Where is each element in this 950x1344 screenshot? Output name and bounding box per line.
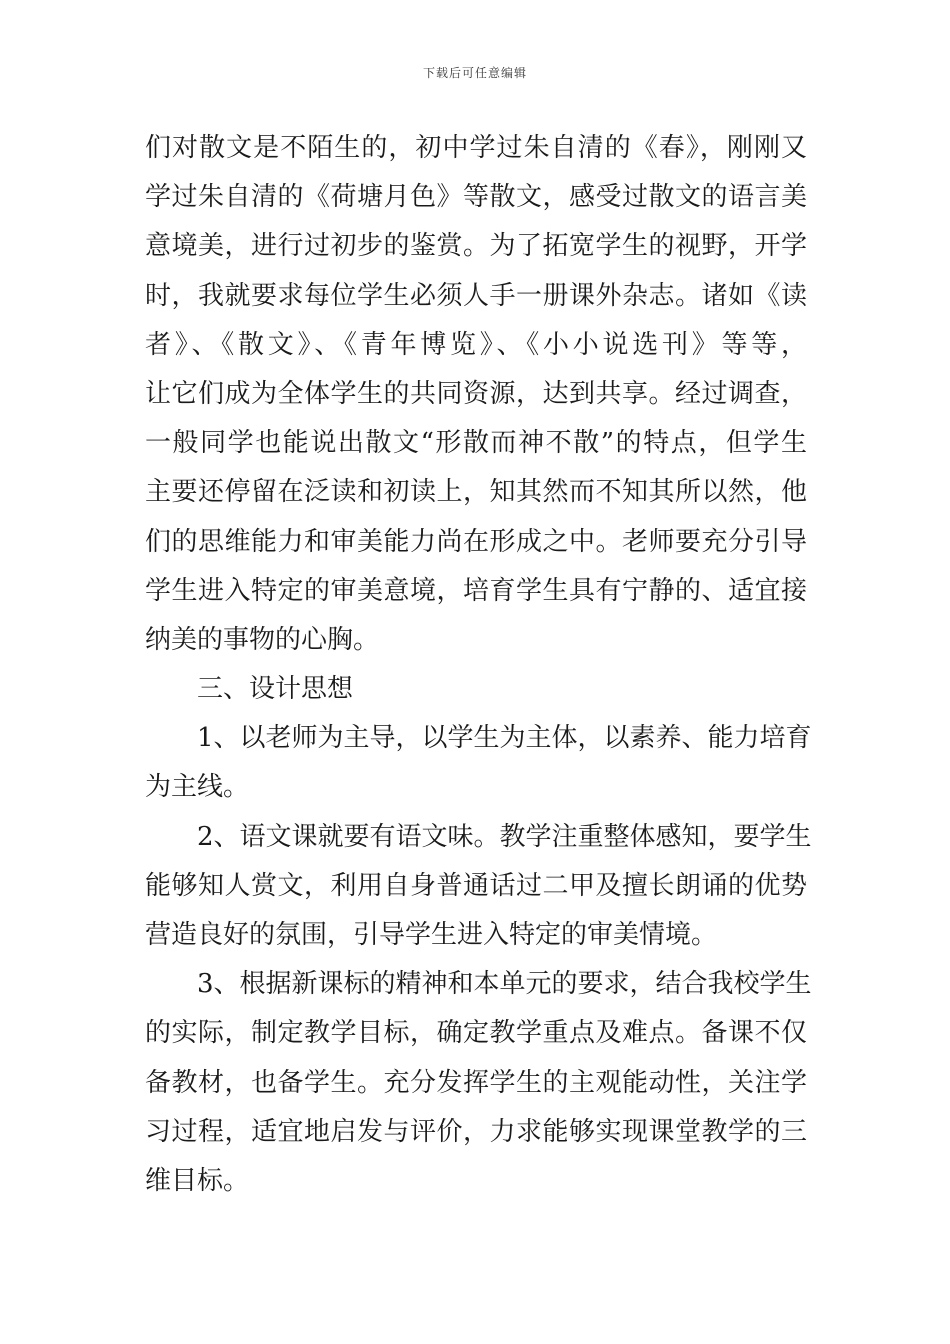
text-line: 学过朱自清的《荷塘月色》等散文，感受过散文的语言美 xyxy=(145,182,807,213)
text-line: 备教材，也备学生。充分发挥学生的主观能动性，关注学 xyxy=(145,1067,807,1098)
heading-line: 三、设计思想 xyxy=(197,674,354,705)
text-line: 者》、《散文》、《青年博览》、《小小说选刊》等等， xyxy=(145,329,807,360)
text-line: 为主线。 xyxy=(145,772,250,803)
text-line: 们对散文是不陌生的，初中学过朱自清的《春》，刚刚又 xyxy=(145,133,807,163)
section-heading xyxy=(145,665,807,714)
text-line: 2、语文课就要有语文味。教学注重整体感知，要学生 xyxy=(197,821,812,852)
paragraph xyxy=(145,124,807,665)
text-line: 学生进入特定的审美意境，培育学生具有宁静的、适宜接 xyxy=(145,575,807,606)
text-line: 们的思维能力和审美能力尚在形成之中。老师要充分引导 xyxy=(145,526,807,557)
text-line: 能够知人赏文，利用自身普通话过二甲及擅长朗诵的优势 xyxy=(145,870,807,901)
text-line: 一般同学也能说出散文“形散而神不散”的特点，但学生 xyxy=(145,428,807,459)
paragraph xyxy=(145,813,812,961)
text-line: 习过程，适宜地启发与评价，力求能够实现课堂教学的三 xyxy=(145,1116,807,1147)
text-line: 主要还停留在泛读和初读上，知其然而不知其所以然，他 xyxy=(145,477,807,508)
text-line: 让它们成为全体学生的共同资源，达到共享。经过调查， xyxy=(145,378,807,409)
page-header: 下载后可任意编辑 xyxy=(422,66,527,80)
text-line: 维目标。 xyxy=(145,1165,250,1196)
text-line: 纳美的事物的心胸。 xyxy=(145,624,380,655)
paragraph xyxy=(145,960,812,1206)
text-line: 时，我就要求每位学生必须人手一册课外杂志。诸如《读 xyxy=(145,280,807,311)
text-line: 的实际，制定教学目标，确定教学重点及难点。备课不仅 xyxy=(145,1018,807,1049)
text-line: 意境美，进行过初步的鉴赏。为了拓宽学生的视野，开学 xyxy=(145,231,807,262)
text-line: 营造良好的氛围，引导学生进入特定的审美情境。 xyxy=(145,920,718,950)
paragraph xyxy=(145,714,812,812)
document-body xyxy=(145,124,812,1206)
text-line: 1、以老师为主导，以学生为主体，以素养、能力培育 xyxy=(197,723,812,754)
text-line: 3、根据新课标的精神和本单元的要求，结合我校学生 xyxy=(197,969,812,1000)
